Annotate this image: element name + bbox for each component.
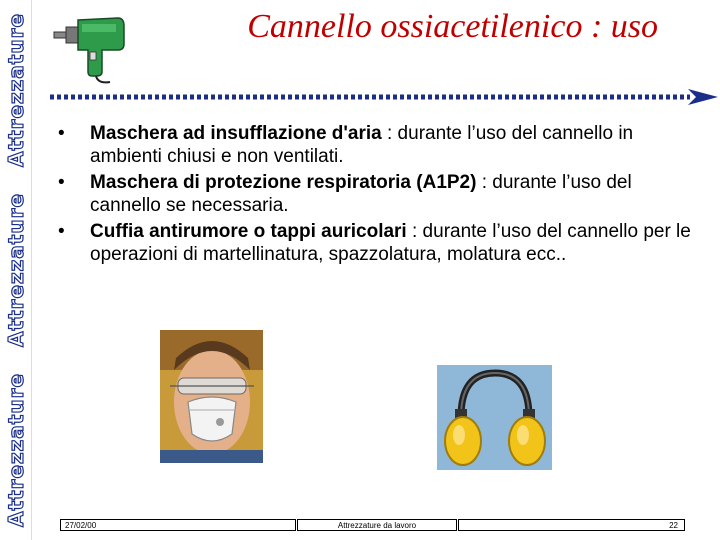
item-text: : durante l’uso del cannello in ambienti chiusi e non ventilati.: [90, 123, 634, 167]
list-item: [52, 220, 692, 266]
footer-title: Attrezzature da lavoro: [297, 519, 457, 531]
earmuffs-photo: [437, 365, 552, 470]
sidebar-label: Attrezzature: [3, 12, 28, 168]
sidebar-banner: [0, 0, 32, 540]
bullet-icon: •: [58, 221, 65, 242]
item-heading: Maschera di protezione respiratoria (A1P2): [90, 172, 477, 193]
footer-page-number: 22: [458, 519, 685, 531]
item-text: : durante l’uso del cannello per le operazioni di martellinatura, spazzolatura, molatura ecc..: [90, 221, 691, 265]
drill-icon: [52, 10, 134, 88]
item-text: : durante l’uso del cannello se necessaria.: [90, 172, 632, 216]
bullet-icon: •: [58, 172, 65, 193]
page-title: Cannello ossiacetilenico : uso: [247, 8, 658, 45]
list-item: [52, 122, 692, 168]
respirator-mask-photo: [160, 330, 263, 463]
list-item: [52, 171, 692, 217]
bullet-list: [52, 122, 692, 269]
bullet-icon: •: [58, 123, 65, 144]
sidebar-label: Attrezzature: [3, 192, 28, 348]
footer-date: 27/02/00: [60, 519, 296, 531]
sidebar-label: Attrezzature: [3, 372, 28, 528]
item-heading: Maschera ad insufflazione d'aria: [90, 123, 382, 144]
dotted-arrow-divider: [50, 88, 720, 106]
item-heading: Cuffia antirumore o tappi auricolari: [90, 221, 407, 242]
sidebar-label-group: [0, 0, 31, 540]
